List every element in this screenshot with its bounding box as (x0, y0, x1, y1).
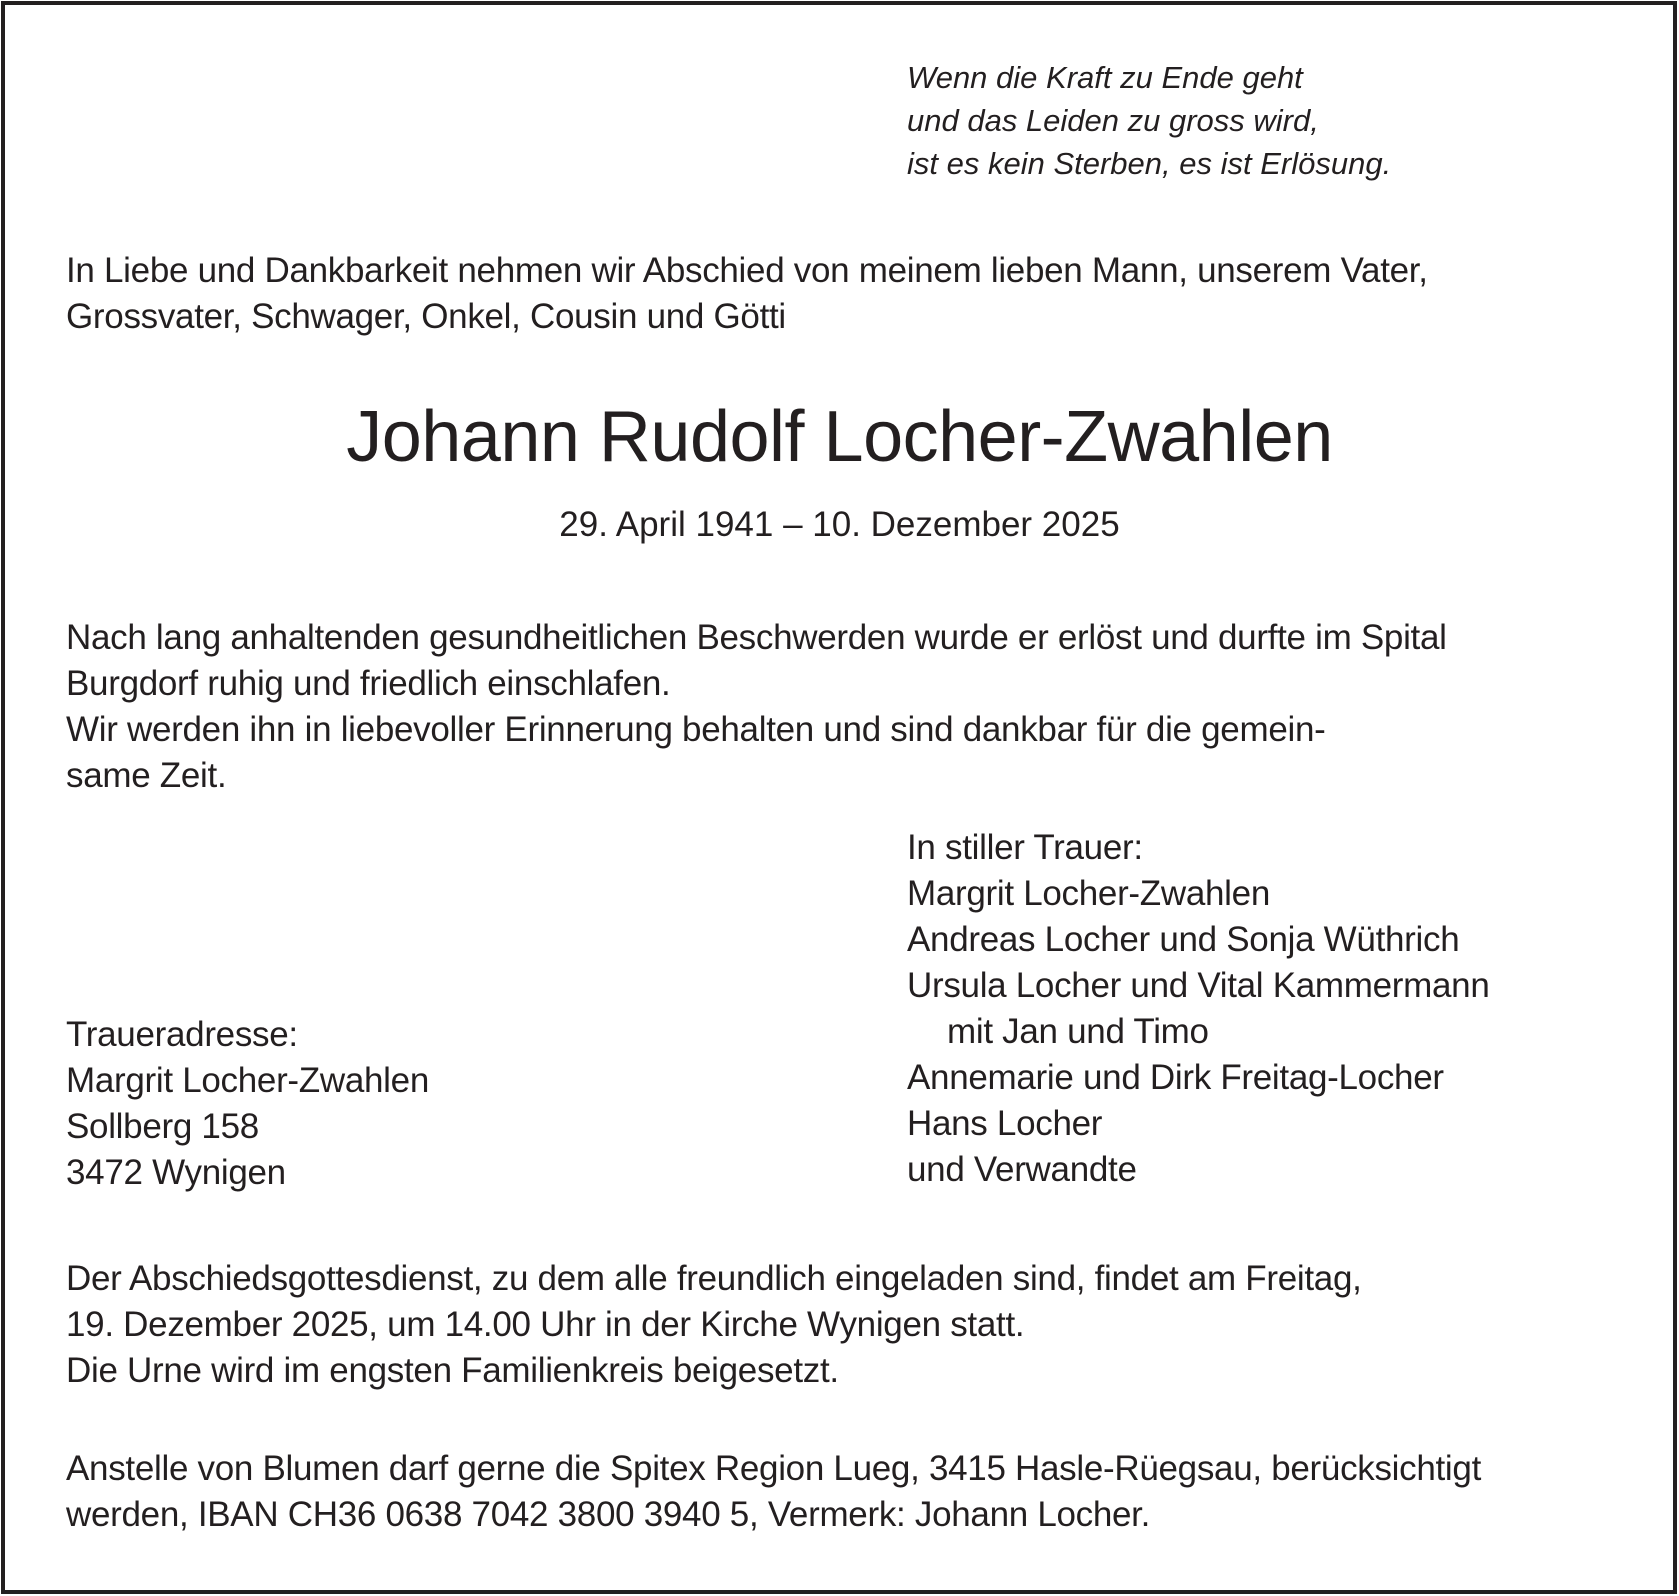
mourner-name: Annemarie und Dirk Freitag-Locher (907, 1058, 1444, 1097)
mourner-name: mit Jan und Timo (947, 1012, 1209, 1051)
mourner-name: Andreas Locher und Sonja Wüthrich (907, 920, 1460, 959)
mourner-name: Hans Locher (907, 1104, 1103, 1143)
address-city: 3472 Wynigen (66, 1153, 286, 1192)
service-paragraph (66, 1256, 1362, 1394)
intro-paragraph (66, 248, 1428, 340)
intro-line: In Liebe und Dankbarkeit nehmen wir Abschied von meinem lieben Mann, unserem Vater, (66, 251, 1428, 290)
donation-line: werden, IBAN CH36 0638 7042 3800 3940 5, Vermerk: Johann Locher. (66, 1495, 1151, 1534)
mourner-name: Ursula Locher und Vital Kammermann (907, 966, 1490, 1005)
deceased-name: Johann Rudolf Locher-Zwahlen (346, 397, 1333, 477)
mourning-address (66, 1012, 429, 1196)
message-paragraph (66, 615, 1447, 799)
address-heading: Traueradresse: (66, 1015, 298, 1054)
intro-line: Grossvater, Schwager, Onkel, Cousin und Götti (66, 297, 786, 336)
service-line: Der Abschiedsgottesdienst, zu dem alle freundlich eingeladen sind, findet am Freitag, (66, 1259, 1362, 1298)
quote-line: und das Leiden zu gross wird, (907, 103, 1319, 138)
message-line: Wir werden ihn in liebevoller Erinnerung behalten und sind dankbar für die gemein- (66, 710, 1326, 749)
address-street: Sollberg 158 (66, 1107, 259, 1146)
service-line: 19. Dezember 2025, um 14.00 Uhr in der Kirche Wynigen statt. (66, 1305, 1025, 1344)
quote-block (907, 56, 1391, 185)
mourners-heading: In stiller Trauer: (907, 828, 1143, 867)
address-name: Margrit Locher-Zwahlen (66, 1061, 429, 1100)
mourners-list (907, 825, 1490, 1193)
quote-line: Wenn die Kraft zu Ende geht (907, 60, 1303, 95)
donation-paragraph (66, 1446, 1481, 1538)
donation-line: Anstelle von Blumen darf gerne die Spitex Region Lueg, 3415 Hasle-Rüegsau, berücksichtigt (66, 1449, 1482, 1488)
life-dates: 29. April 1941 – 10. Dezember 2025 (559, 505, 1120, 544)
mourner-name: und Verwandte (907, 1150, 1137, 1189)
quote-line: ist es kein Sterben, es ist Erlösung. (907, 146, 1392, 181)
service-line: Die Urne wird im engsten Familienkreis beigesetzt. (66, 1351, 839, 1390)
message-line: same Zeit. (66, 756, 227, 795)
message-line: Burgdorf ruhig und friedlich einschlafen. (66, 664, 671, 703)
mourner-name: Margrit Locher-Zwahlen (907, 874, 1270, 913)
message-line: Nach lang anhaltenden gesundheitlichen Beschwerden wurde er erlöst und durfte im Spital (66, 618, 1447, 657)
